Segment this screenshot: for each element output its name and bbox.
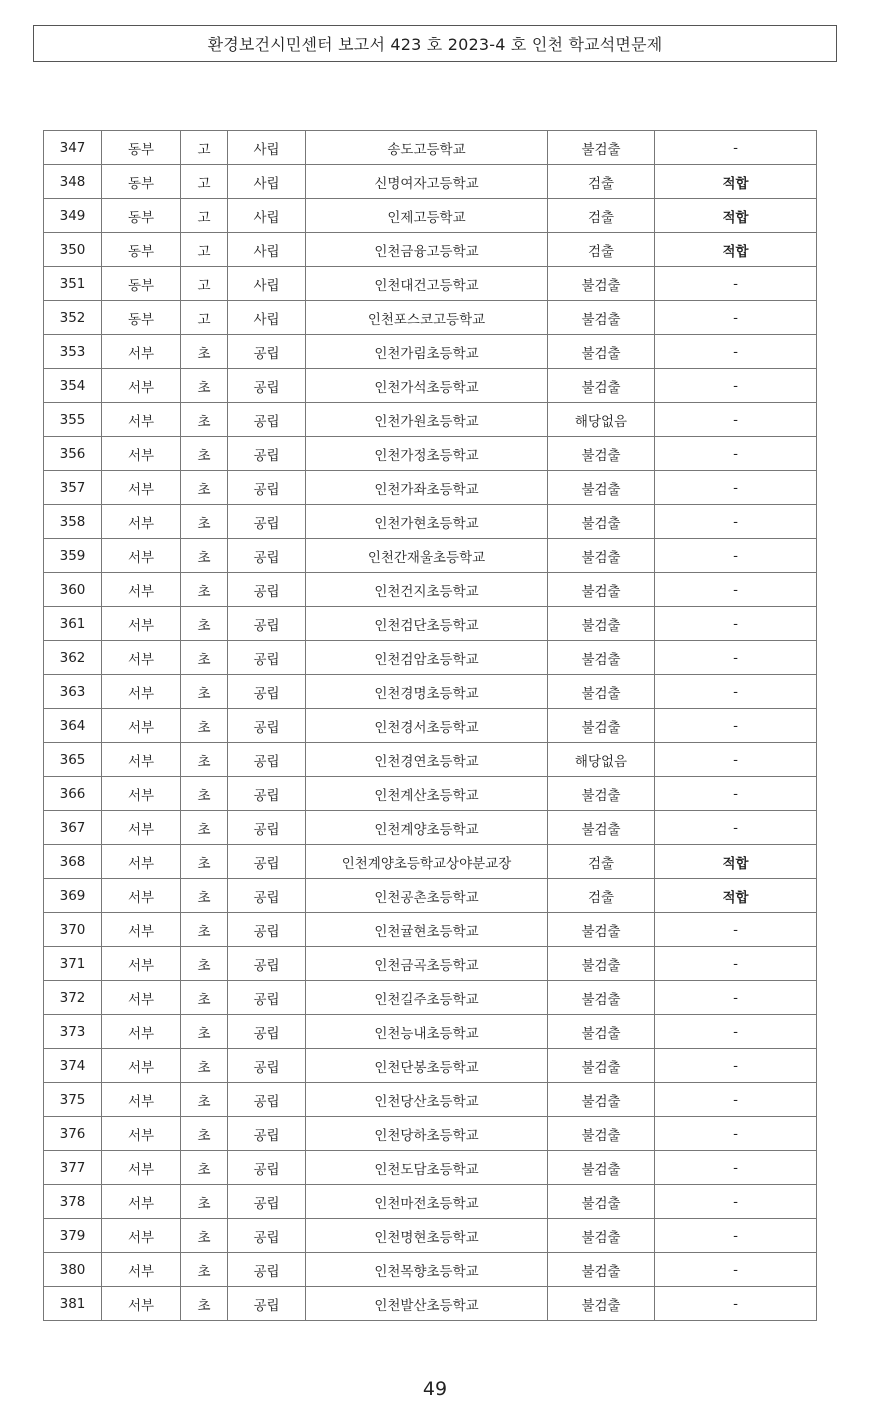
detection-cell: 불검출	[548, 981, 655, 1015]
table-row	[44, 301, 817, 335]
result-cell: -	[655, 709, 817, 743]
region-cell: 서부	[102, 335, 181, 369]
row-number-cell: 375	[44, 1083, 102, 1117]
row-number-cell: 371	[44, 947, 102, 981]
result-cell: -	[655, 335, 817, 369]
school-name-cell: 인천경연초등학교	[306, 743, 548, 777]
row-number-cell: 362	[44, 641, 102, 675]
school-name-cell: 인천경명초등학교	[306, 675, 548, 709]
row-number-cell: 361	[44, 607, 102, 641]
school-type-cell: 사립	[228, 301, 306, 335]
row-number-cell: 347	[44, 131, 102, 165]
region-cell: 서부	[102, 437, 181, 471]
school-name-cell: 인천계양초등학교상야분교장	[306, 845, 548, 879]
table-row	[44, 1219, 817, 1253]
region-cell: 서부	[102, 879, 181, 913]
table-row	[44, 1151, 817, 1185]
school-name-cell: 인천검단초등학교	[306, 607, 548, 641]
school-level-cell: 초	[181, 607, 228, 641]
region-cell: 서부	[102, 573, 181, 607]
result-cell: -	[655, 1219, 817, 1253]
table-row	[44, 1287, 817, 1321]
school-type-cell: 공립	[228, 1083, 306, 1117]
school-level-cell: 초	[181, 1049, 228, 1083]
detection-cell: 불검출	[548, 675, 655, 709]
region-cell: 서부	[102, 641, 181, 675]
row-number-cell: 364	[44, 709, 102, 743]
table-row	[44, 1083, 817, 1117]
report-title: 환경보건시민센터 보고서 423 호 2023-4 호 인천 학교석면문제	[207, 35, 663, 54]
result-cell: -	[655, 913, 817, 947]
detection-cell: 불검출	[548, 437, 655, 471]
result-cell: -	[655, 301, 817, 335]
school-type-cell: 공립	[228, 471, 306, 505]
school-level-cell: 고	[181, 301, 228, 335]
school-type-cell: 공립	[228, 913, 306, 947]
region-cell: 동부	[102, 199, 181, 233]
school-type-cell: 공립	[228, 539, 306, 573]
school-type-cell: 공립	[228, 811, 306, 845]
table-row	[44, 879, 817, 913]
school-name-cell: 인천목향초등학교	[306, 1253, 548, 1287]
detection-cell: 불검출	[548, 1049, 655, 1083]
result-cell: -	[655, 471, 817, 505]
row-number-cell: 367	[44, 811, 102, 845]
school-level-cell: 초	[181, 1151, 228, 1185]
school-level-cell: 초	[181, 505, 228, 539]
school-type-cell: 공립	[228, 845, 306, 879]
row-number-cell: 355	[44, 403, 102, 437]
school-name-cell: 송도고등학교	[306, 131, 548, 165]
school-type-cell: 공립	[228, 675, 306, 709]
region-cell: 동부	[102, 165, 181, 199]
result-cell: -	[655, 811, 817, 845]
school-name-cell: 인천경서초등학교	[306, 709, 548, 743]
detection-cell: 불검출	[548, 913, 655, 947]
row-number-cell: 381	[44, 1287, 102, 1321]
row-number-cell: 370	[44, 913, 102, 947]
detection-cell: 불검출	[548, 301, 655, 335]
result-cell: -	[655, 641, 817, 675]
school-type-cell: 공립	[228, 743, 306, 777]
detection-cell: 불검출	[548, 1083, 655, 1117]
result-cell: 적합	[655, 233, 817, 267]
detection-cell: 불검출	[548, 947, 655, 981]
school-name-cell: 인천공촌초등학교	[306, 879, 548, 913]
row-number-cell: 358	[44, 505, 102, 539]
result-cell: -	[655, 675, 817, 709]
school-level-cell: 초	[181, 1117, 228, 1151]
school-type-cell: 사립	[228, 199, 306, 233]
region-cell: 서부	[102, 777, 181, 811]
school-type-cell: 사립	[228, 233, 306, 267]
school-level-cell: 초	[181, 709, 228, 743]
school-name-cell: 인천가림초등학교	[306, 335, 548, 369]
school-level-cell: 초	[181, 913, 228, 947]
school-level-cell: 초	[181, 777, 228, 811]
row-number-cell: 353	[44, 335, 102, 369]
school-type-cell: 공립	[228, 777, 306, 811]
school-name-cell: 인천금곡초등학교	[306, 947, 548, 981]
result-cell: -	[655, 267, 817, 301]
detection-cell: 불검출	[548, 1117, 655, 1151]
result-cell: -	[655, 573, 817, 607]
school-name-cell: 인천계양초등학교	[306, 811, 548, 845]
detection-cell: 불검출	[548, 267, 655, 301]
result-cell: -	[655, 539, 817, 573]
result-cell: -	[655, 1287, 817, 1321]
school-name-cell: 인천발산초등학교	[306, 1287, 548, 1321]
school-type-cell: 공립	[228, 607, 306, 641]
school-type-cell: 공립	[228, 1117, 306, 1151]
table-row	[44, 573, 817, 607]
table-row	[44, 947, 817, 981]
school-level-cell: 고	[181, 267, 228, 301]
school-type-cell: 공립	[228, 1015, 306, 1049]
table-row	[44, 845, 817, 879]
school-type-cell: 공립	[228, 1253, 306, 1287]
result-cell: -	[655, 1151, 817, 1185]
school-name-cell: 인천마전초등학교	[306, 1185, 548, 1219]
table-row	[44, 165, 817, 199]
table-row	[44, 1117, 817, 1151]
school-name-cell: 인천도담초등학교	[306, 1151, 548, 1185]
school-name-cell: 인천당하초등학교	[306, 1117, 548, 1151]
result-cell: -	[655, 777, 817, 811]
table-row	[44, 539, 817, 573]
region-cell: 서부	[102, 471, 181, 505]
detection-cell: 해당없음	[548, 743, 655, 777]
region-cell: 서부	[102, 607, 181, 641]
table-row	[44, 811, 817, 845]
row-number-cell: 354	[44, 369, 102, 403]
region-cell: 서부	[102, 1049, 181, 1083]
school-level-cell: 초	[181, 437, 228, 471]
region-cell: 서부	[102, 947, 181, 981]
school-level-cell: 초	[181, 743, 228, 777]
result-cell: -	[655, 437, 817, 471]
row-number-cell: 366	[44, 777, 102, 811]
detection-cell: 불검출	[548, 777, 655, 811]
detection-cell: 불검출	[548, 1253, 655, 1287]
school-level-cell: 초	[181, 947, 228, 981]
school-type-cell: 사립	[228, 165, 306, 199]
detection-cell: 불검출	[548, 335, 655, 369]
result-cell: -	[655, 369, 817, 403]
region-cell: 서부	[102, 845, 181, 879]
school-name-cell: 인천건지초등학교	[306, 573, 548, 607]
row-number-cell: 357	[44, 471, 102, 505]
result-cell: -	[655, 505, 817, 539]
school-type-cell: 공립	[228, 1151, 306, 1185]
table-row	[44, 437, 817, 471]
region-cell: 서부	[102, 675, 181, 709]
row-number-cell: 369	[44, 879, 102, 913]
row-number-cell: 356	[44, 437, 102, 471]
row-number-cell: 348	[44, 165, 102, 199]
result-cell: -	[655, 1083, 817, 1117]
school-name-cell: 인천당산초등학교	[306, 1083, 548, 1117]
school-level-cell: 고	[181, 165, 228, 199]
region-cell: 서부	[102, 1117, 181, 1151]
detection-cell: 불검출	[548, 1287, 655, 1321]
row-number-cell: 372	[44, 981, 102, 1015]
result-cell: -	[655, 1015, 817, 1049]
result-cell: -	[655, 981, 817, 1015]
row-number-cell: 350	[44, 233, 102, 267]
region-cell: 서부	[102, 1287, 181, 1321]
result-cell: -	[655, 607, 817, 641]
school-type-cell: 공립	[228, 1219, 306, 1253]
detection-cell: 검출	[548, 233, 655, 267]
school-type-cell: 공립	[228, 981, 306, 1015]
result-cell: -	[655, 403, 817, 437]
school-level-cell: 초	[181, 1083, 228, 1117]
detection-cell: 검출	[548, 845, 655, 879]
page-number: 49	[422, 1378, 448, 1400]
school-name-cell: 인천가좌초등학교	[306, 471, 548, 505]
school-level-cell: 초	[181, 1185, 228, 1219]
detection-cell: 검출	[548, 165, 655, 199]
school-name-cell: 인천계산초등학교	[306, 777, 548, 811]
school-level-cell: 초	[181, 879, 228, 913]
result-cell: -	[655, 1049, 817, 1083]
school-type-cell: 공립	[228, 403, 306, 437]
school-level-cell: 초	[181, 981, 228, 1015]
school-name-cell: 인천포스코고등학교	[306, 301, 548, 335]
detection-cell: 불검출	[548, 607, 655, 641]
table-row	[44, 1049, 817, 1083]
result-cell: -	[655, 1253, 817, 1287]
school-level-cell: 초	[181, 369, 228, 403]
region-cell: 동부	[102, 301, 181, 335]
school-type-cell: 공립	[228, 1287, 306, 1321]
school-name-cell: 인천길주초등학교	[306, 981, 548, 1015]
detection-cell: 불검출	[548, 1151, 655, 1185]
row-number-cell: 351	[44, 267, 102, 301]
detection-cell: 해당없음	[548, 403, 655, 437]
school-name-cell: 인천귤현초등학교	[306, 913, 548, 947]
table-row	[44, 233, 817, 267]
table-row	[44, 607, 817, 641]
detection-cell: 불검출	[548, 131, 655, 165]
detection-cell: 불검출	[548, 1015, 655, 1049]
result-cell: 적합	[655, 845, 817, 879]
table-row	[44, 743, 817, 777]
table-row	[44, 505, 817, 539]
detection-cell: 불검출	[548, 573, 655, 607]
table-row	[44, 471, 817, 505]
row-number-cell: 373	[44, 1015, 102, 1049]
school-level-cell: 고	[181, 131, 228, 165]
region-cell: 서부	[102, 403, 181, 437]
region-cell: 서부	[102, 913, 181, 947]
school-name-cell: 인제고등학교	[306, 199, 548, 233]
row-number-cell: 349	[44, 199, 102, 233]
school-level-cell: 초	[181, 573, 228, 607]
table-row	[44, 403, 817, 437]
table-row	[44, 267, 817, 301]
school-type-cell: 공립	[228, 1185, 306, 1219]
region-cell: 서부	[102, 709, 181, 743]
school-type-cell: 사립	[228, 267, 306, 301]
result-cell: 적합	[655, 165, 817, 199]
report-header	[33, 25, 837, 62]
region-cell: 서부	[102, 1219, 181, 1253]
school-type-cell: 공립	[228, 709, 306, 743]
school-level-cell: 고	[181, 199, 228, 233]
row-number-cell: 377	[44, 1151, 102, 1185]
region-cell: 동부	[102, 233, 181, 267]
school-name-cell: 인천가정초등학교	[306, 437, 548, 471]
school-name-cell: 인천단봉초등학교	[306, 1049, 548, 1083]
table-row	[44, 913, 817, 947]
detection-cell: 불검출	[548, 811, 655, 845]
table-row	[44, 641, 817, 675]
school-level-cell: 초	[181, 1287, 228, 1321]
detection-cell: 불검출	[548, 1219, 655, 1253]
school-name-cell: 인천가원초등학교	[306, 403, 548, 437]
region-cell: 서부	[102, 1185, 181, 1219]
detection-cell: 불검출	[548, 505, 655, 539]
region-cell: 서부	[102, 1151, 181, 1185]
school-type-cell: 공립	[228, 573, 306, 607]
school-level-cell: 초	[181, 811, 228, 845]
school-type-cell: 사립	[228, 131, 306, 165]
school-name-cell: 인천간재울초등학교	[306, 539, 548, 573]
table-row	[44, 131, 817, 165]
school-type-cell: 공립	[228, 1049, 306, 1083]
school-level-cell: 초	[181, 1015, 228, 1049]
table-row	[44, 1253, 817, 1287]
detection-cell: 불검출	[548, 1185, 655, 1219]
row-number-cell: 376	[44, 1117, 102, 1151]
region-cell: 동부	[102, 267, 181, 301]
school-level-cell: 초	[181, 403, 228, 437]
row-number-cell: 359	[44, 539, 102, 573]
region-cell: 서부	[102, 811, 181, 845]
region-cell: 동부	[102, 131, 181, 165]
detection-cell: 불검출	[548, 539, 655, 573]
school-name-cell: 인천가현초등학교	[306, 505, 548, 539]
row-number-cell: 368	[44, 845, 102, 879]
school-type-cell: 공립	[228, 437, 306, 471]
detection-cell: 검출	[548, 199, 655, 233]
result-cell: -	[655, 743, 817, 777]
region-cell: 서부	[102, 1253, 181, 1287]
school-level-cell: 초	[181, 675, 228, 709]
region-cell: 서부	[102, 1015, 181, 1049]
school-name-cell: 인천검암초등학교	[306, 641, 548, 675]
school-type-cell: 공립	[228, 335, 306, 369]
school-type-cell: 공립	[228, 505, 306, 539]
school-level-cell: 초	[181, 1219, 228, 1253]
row-number-cell: 363	[44, 675, 102, 709]
row-number-cell: 380	[44, 1253, 102, 1287]
school-name-cell: 인천대건고등학교	[306, 267, 548, 301]
row-number-cell: 374	[44, 1049, 102, 1083]
region-cell: 서부	[102, 1083, 181, 1117]
school-level-cell: 초	[181, 641, 228, 675]
table-row	[44, 369, 817, 403]
table-row	[44, 199, 817, 233]
school-level-cell: 초	[181, 335, 228, 369]
school-level-cell: 초	[181, 539, 228, 573]
school-type-cell: 공립	[228, 641, 306, 675]
table-row	[44, 675, 817, 709]
row-number-cell: 360	[44, 573, 102, 607]
region-cell: 서부	[102, 539, 181, 573]
result-cell: -	[655, 1185, 817, 1219]
school-name-cell: 인천가석초등학교	[306, 369, 548, 403]
row-number-cell: 352	[44, 301, 102, 335]
region-cell: 서부	[102, 505, 181, 539]
table-row	[44, 777, 817, 811]
region-cell: 서부	[102, 369, 181, 403]
school-level-cell: 초	[181, 1253, 228, 1287]
school-level-cell: 초	[181, 471, 228, 505]
table-row	[44, 1015, 817, 1049]
school-name-cell: 인천금융고등학교	[306, 233, 548, 267]
result-cell: -	[655, 947, 817, 981]
result-cell: -	[655, 1117, 817, 1151]
row-number-cell: 365	[44, 743, 102, 777]
school-level-cell: 고	[181, 233, 228, 267]
detection-cell: 불검출	[548, 471, 655, 505]
result-cell: 적합	[655, 879, 817, 913]
detection-cell: 불검출	[548, 641, 655, 675]
row-number-cell: 379	[44, 1219, 102, 1253]
detection-cell: 검출	[548, 879, 655, 913]
school-name-cell: 인천능내초등학교	[306, 1015, 548, 1049]
school-type-cell: 공립	[228, 369, 306, 403]
result-cell: -	[655, 131, 817, 165]
school-name-cell: 인천명현초등학교	[306, 1219, 548, 1253]
region-cell: 서부	[102, 743, 181, 777]
detection-cell: 불검출	[548, 709, 655, 743]
table-row	[44, 335, 817, 369]
result-cell: 적합	[655, 199, 817, 233]
school-type-cell: 공립	[228, 947, 306, 981]
school-asbestos-table	[43, 130, 817, 1321]
table-row	[44, 1185, 817, 1219]
school-level-cell: 초	[181, 845, 228, 879]
school-type-cell: 공립	[228, 879, 306, 913]
table-row	[44, 709, 817, 743]
region-cell: 서부	[102, 981, 181, 1015]
detection-cell: 불검출	[548, 369, 655, 403]
school-name-cell: 신명여자고등학교	[306, 165, 548, 199]
table-row	[44, 981, 817, 1015]
row-number-cell: 378	[44, 1185, 102, 1219]
